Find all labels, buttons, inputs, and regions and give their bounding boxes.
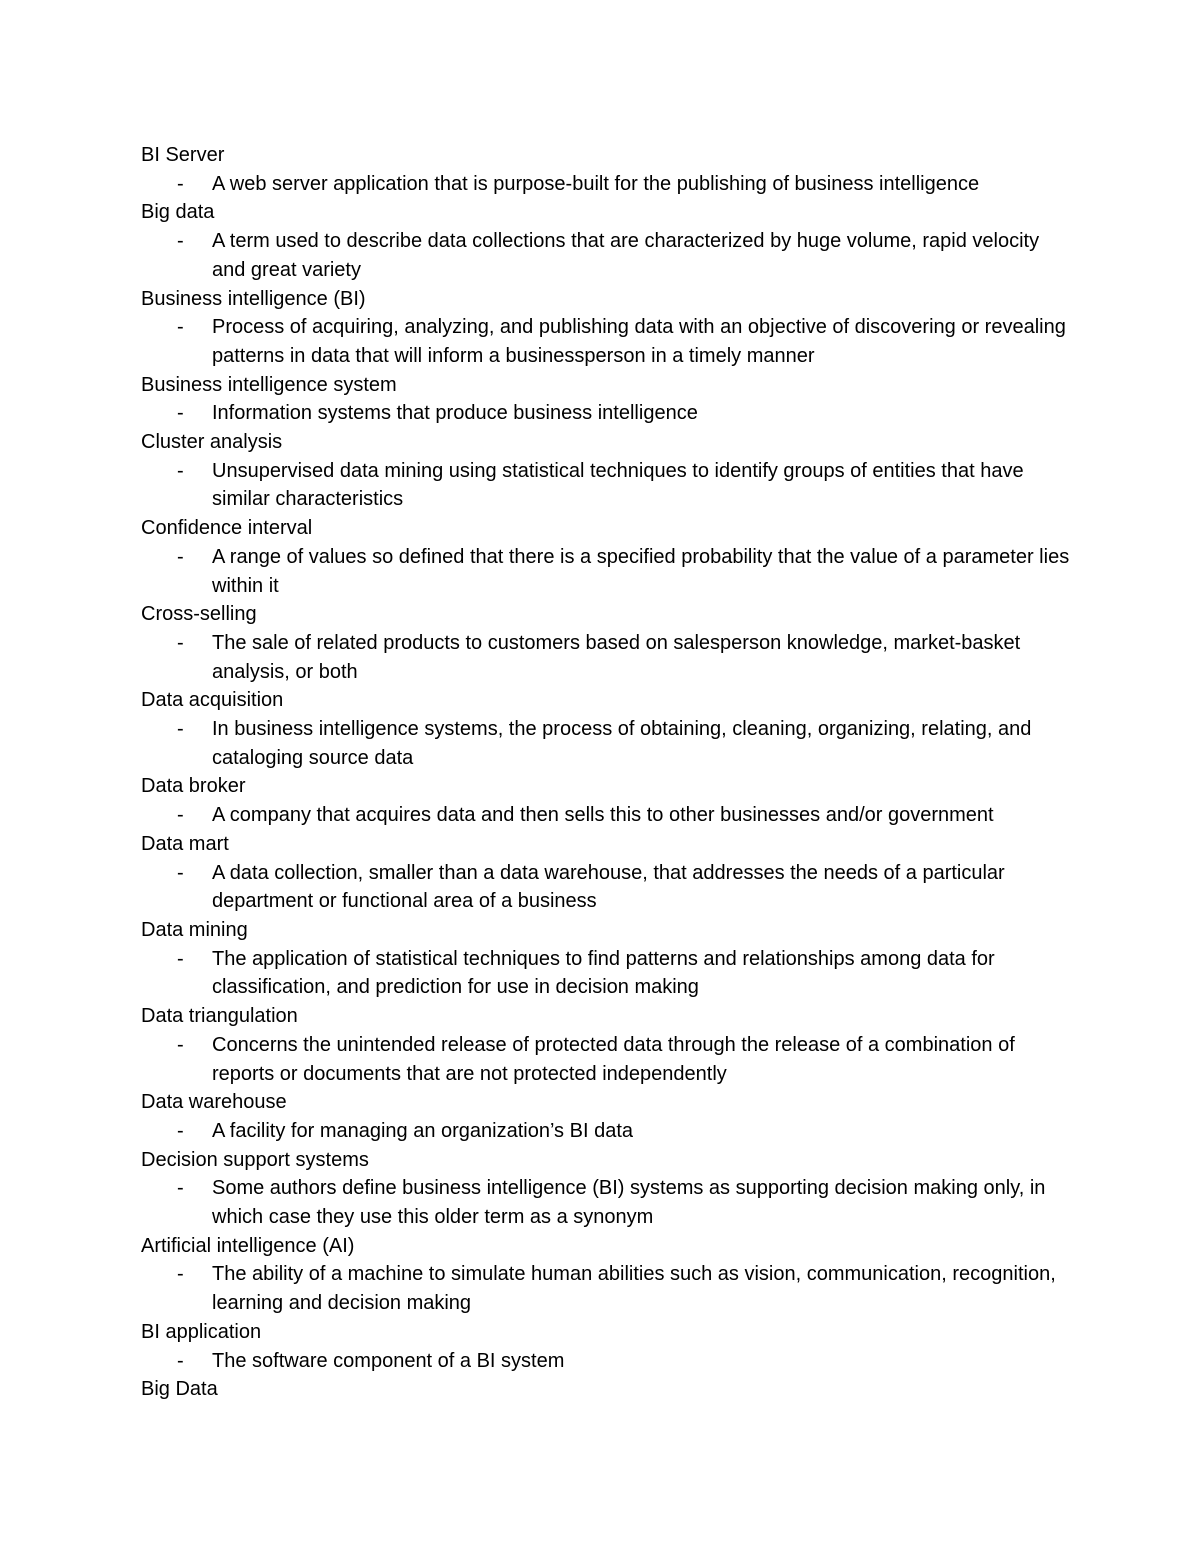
glossary-definition-item (141, 945, 1071, 1002)
list-bullet: - (177, 172, 184, 195)
glossary-definition-item (141, 313, 1071, 370)
glossary-definition-item (141, 457, 1071, 514)
glossary-definition: A facility for managing an organization’s BI data (212, 1119, 633, 1142)
glossary-definition-item (141, 859, 1071, 916)
glossary-definition: The software component of a BI system (212, 1349, 565, 1372)
list-bullet: - (177, 1349, 184, 1372)
glossary-definition-item (141, 543, 1071, 600)
glossary-definition: Process of acquiring, analyzing, and publishing data with an objective of discovering or revealing patterns in data that will inform a businessperson in a timely manner (212, 316, 1066, 367)
glossary-term: Big data (141, 201, 215, 224)
glossary-entry (141, 514, 1071, 600)
glossary-definition: Concerns the unintended release of protected data through the release of a combination of reports or documents that are not protected independently (212, 1033, 1015, 1085)
glossary-definition-item (141, 170, 1071, 199)
glossary-term: BI application (141, 1320, 262, 1343)
glossary-definition-item (141, 1174, 1071, 1231)
glossary-definition-item (141, 1031, 1071, 1088)
glossary-definition: The sale of related products to customers based on salesperson knowledge, market-basket analysis, or both (212, 631, 1021, 683)
glossary-entry (141, 428, 1071, 514)
glossary-entry (141, 1088, 1071, 1145)
glossary-definition: A data collection, smaller than a data warehouse, that addresses the needs of a particular department or functional area of a business (212, 861, 1005, 913)
glossary-definition: The application of statistical techniques to find patterns and relationships among data for classification, and prediction for use in decision making (212, 947, 995, 999)
glossary-term: Data warehouse (141, 1091, 287, 1114)
list-bullet: - (177, 804, 184, 827)
list-bullet: - (177, 631, 184, 654)
glossary-term: Cross-selling (141, 603, 257, 626)
glossary-term: Data broker (141, 775, 246, 798)
glossary-term: Data mining (141, 918, 248, 941)
glossary-term: Business intelligence (BI) (141, 287, 366, 310)
glossary-definition-item (141, 801, 1071, 830)
list-bullet: - (177, 718, 184, 741)
glossary-definition-item (141, 1260, 1071, 1317)
glossary-term: Cluster analysis (141, 431, 283, 454)
glossary-definition-item (141, 1347, 1071, 1376)
glossary-definition-item (141, 715, 1071, 772)
glossary-entry (141, 1232, 1071, 1318)
glossary-definition-item (141, 399, 1071, 428)
list-bullet: - (177, 459, 184, 482)
glossary-definition-item (141, 1117, 1071, 1146)
glossary-definition: A range of values so defined that there is a specified probability that the value of a parameter lies within it (212, 545, 1070, 597)
list-bullet: - (177, 230, 184, 253)
list-bullet: - (177, 947, 184, 970)
glossary-definition: A company that acquires data and then sells this to other businesses and/or government (212, 804, 994, 827)
list-bullet: - (177, 1263, 184, 1286)
glossary-entry (141, 1002, 1071, 1088)
glossary-list (141, 141, 1071, 1404)
glossary-entry (141, 141, 1071, 198)
glossary-entry (141, 600, 1071, 686)
glossary-entry (141, 1146, 1071, 1232)
list-bullet: - (177, 316, 184, 339)
glossary-entry (141, 830, 1071, 916)
glossary-definition: Unsupervised data mining using statistical techniques to identify groups of entities that have similar characteristics (212, 459, 1024, 511)
glossary-entry (141, 686, 1071, 772)
glossary-term: Confidence interval (141, 517, 313, 540)
glossary-definition-item (141, 629, 1071, 686)
glossary-entry (141, 772, 1071, 829)
glossary-definition: Some authors define business intelligence (BI) systems as supporting decision making only, in which case they use this older term as a synonym (212, 1177, 1046, 1229)
list-bullet: - (177, 1033, 184, 1056)
glossary-term: Big Data (141, 1378, 218, 1401)
glossary-definition: A web server application that is purpose-built for the publishing of business intelligence (212, 172, 980, 195)
glossary-term: Business intelligence system (141, 373, 397, 396)
glossary-entry (141, 1375, 1071, 1404)
glossary-term: Data acquisition (141, 689, 284, 712)
glossary-term: BI Server (141, 144, 225, 166)
glossary-entry (141, 916, 1071, 1002)
glossary-definition-item (141, 227, 1071, 284)
glossary-term: Data triangulation (141, 1005, 298, 1028)
glossary-definition: The ability of a machine to simulate human abilities such as vision, communication, recognition, learning and decision making (212, 1263, 1056, 1315)
glossary-term: Decision support systems (141, 1148, 369, 1171)
glossary-term: Artificial intelligence (AI) (141, 1234, 355, 1257)
glossary-term: Data mart (141, 832, 229, 855)
glossary-definition: A term used to describe data collections that are characterized by huge volume, rapid velocity and great variety (212, 230, 1040, 281)
glossary-entry (141, 1318, 1071, 1375)
list-bullet: - (177, 545, 184, 568)
glossary-definition: Information systems that produce business intelligence (212, 402, 698, 425)
list-bullet: - (177, 1177, 184, 1200)
glossary-entry (141, 371, 1071, 428)
glossary-entry (141, 285, 1071, 371)
list-bullet: - (177, 402, 184, 425)
list-bullet: - (177, 861, 184, 884)
glossary-definition: In business intelligence systems, the process of obtaining, cleaning, organizing, relating, and cataloging source data (212, 718, 1032, 769)
list-bullet: - (177, 1119, 184, 1142)
glossary-entry (141, 198, 1071, 284)
